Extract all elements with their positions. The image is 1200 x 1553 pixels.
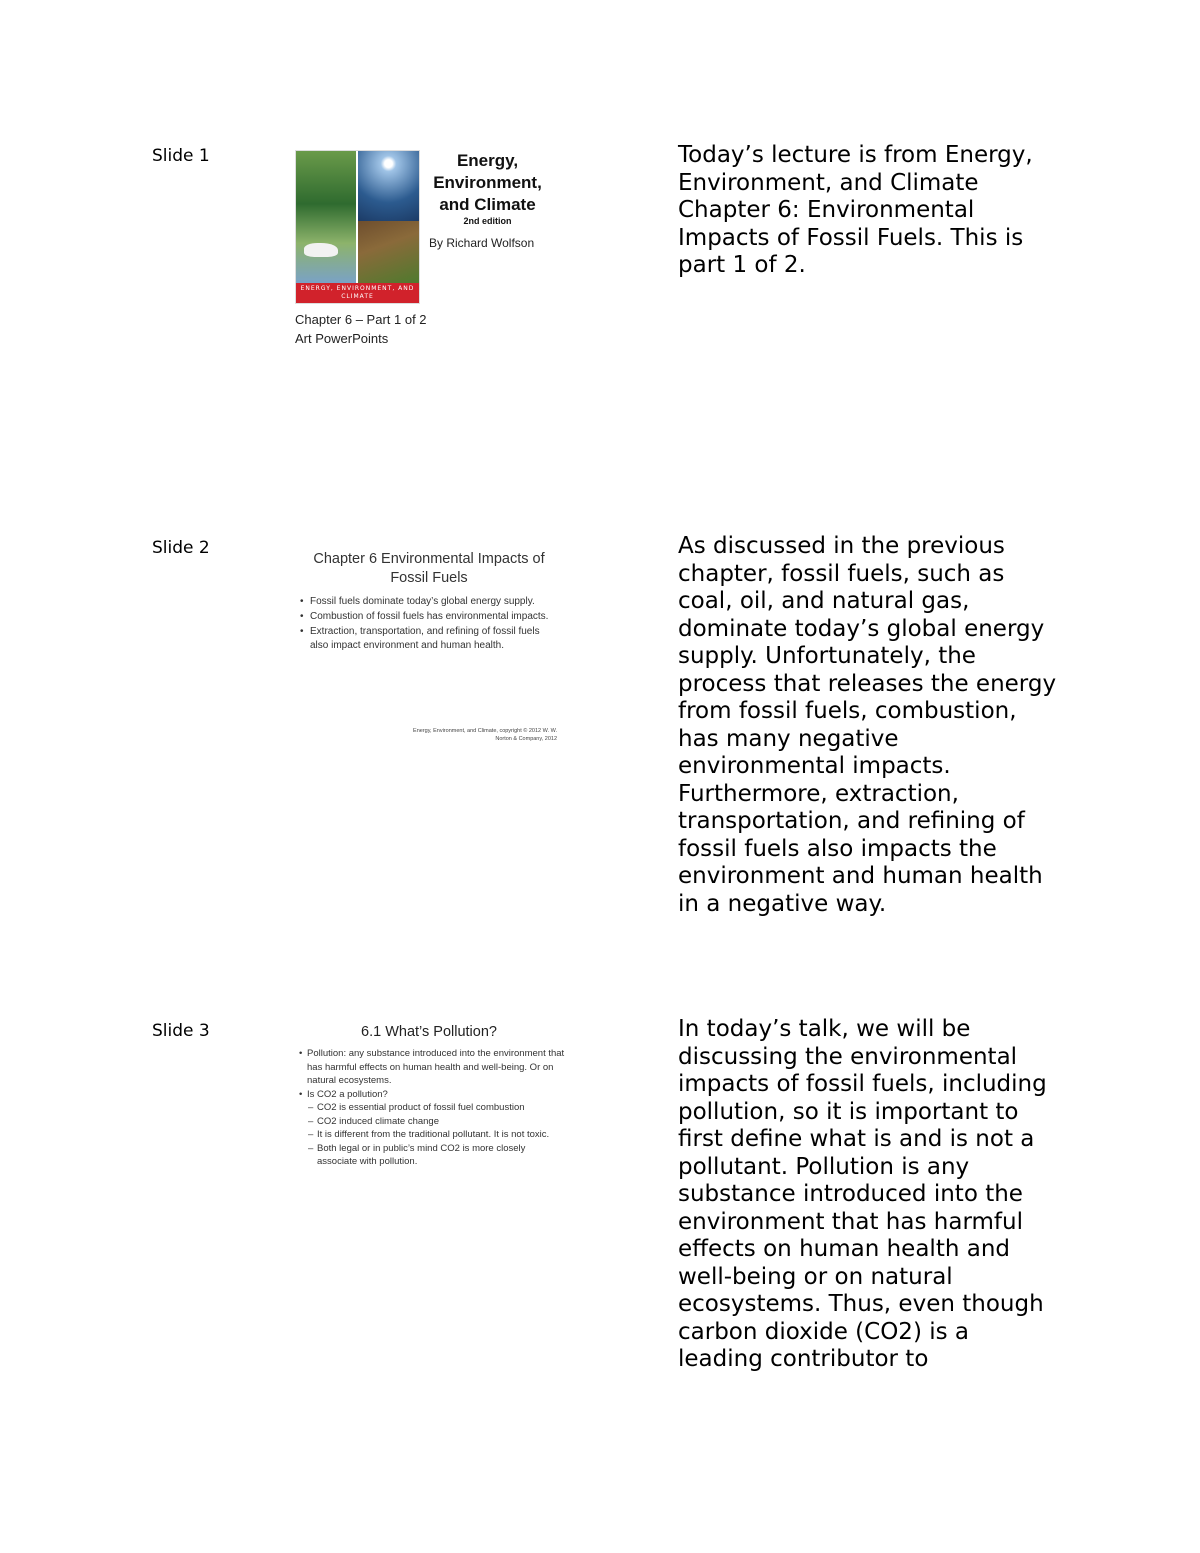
list-item: – CO2 is essential product of fossil fuel combustion — [298, 1101, 566, 1115]
slide-2-label: Slide 2 — [152, 538, 210, 558]
slide-1-subtitle-line2: Art PowerPoints — [295, 331, 389, 346]
list-item: • Extraction, transportation, and refining of fossil fuels also impact environment and human health. — [298, 625, 560, 653]
slide-3-notes: In today’s talk, we will be discussing the environmental impacts of fossil fuels, including pollution, so it is important to first define what is and is not a pollutant. Pollution is any substance introduced into the environment that has harmful effects on human health and well-being or on natural ecosystems. Thus, even though carbon dioxide (CO2) is a leading contributor to — [678, 1016, 1047, 1372]
slide-3-title: 6.1 What’s Pollution? — [361, 1024, 497, 1040]
cover-panel-corn — [296, 151, 356, 283]
cover-panel-sun — [358, 151, 419, 221]
slide-3-bullet-list — [298, 1047, 566, 1169]
slide-3-label: Slide 3 — [152, 1021, 210, 1041]
book-cover-image — [295, 150, 420, 304]
list-item: • Pollution: any substance introduced into the environment that has harmful effects on human health and well-being. Or on natural ecosystems. — [298, 1047, 566, 1088]
slide-2-notes: As discussed in the previous chapter, fossil fuels, such as coal, oil, and natural gas, dominate today’s global energy supply. Unfortunately, the process that releases the energy from fossil fuels, combustion, has many negative environmental impacts. Furthermore, extraction, transportation, and refining of fossil fuels also impacts the environment and human health in a negative way. — [678, 533, 1057, 917]
slide-2-footer: Energy, Environment, and Climate, copyright © 2012 W. W. Norton & Company, 2012 — [413, 728, 557, 742]
cover-panel-land — [358, 221, 419, 283]
slide-1-subtitle-line1: Chapter 6 – Part 1 of 2 — [295, 312, 427, 327]
slide-1-notes: Today’s lecture is from Energy, Environment, and Climate Chapter 6: Environmental Impacts of Fossil Fuels. This is part 1 of 2. — [678, 142, 1033, 278]
list-item: • Combustion of fossil fuels has environmental impacts. — [298, 610, 560, 624]
list-item: • Is CO2 a pollution? — [298, 1088, 566, 1102]
slide-2-title: Chapter 6 Environmental Impacts of Fossil Fuels — [313, 551, 545, 586]
list-item: – Both legal or in public’s mind CO2 is more closely associate with pollution. — [298, 1142, 566, 1169]
slide-2-bullet-list — [298, 595, 560, 654]
list-item: • Fossil fuels dominate today’s global energy supply. — [298, 595, 560, 609]
slide-1-subtitle — [295, 310, 427, 348]
list-item: – It is different from the traditional pollutant. It is not toxic. — [298, 1128, 566, 1142]
list-item: – CO2 induced climate change — [298, 1115, 566, 1129]
slide-1-edition: 2nd edition — [463, 216, 512, 226]
slide-1-author: By Richard Wolfson — [429, 236, 535, 250]
cover-banner: ENERGY, ENVIRONMENT, AND CLIMATE — [296, 283, 419, 303]
slide-1-label: Slide 1 — [152, 146, 210, 166]
polar-bear-icon — [304, 243, 338, 257]
slide-1-title: Energy, Environment, and Climate — [433, 151, 542, 214]
